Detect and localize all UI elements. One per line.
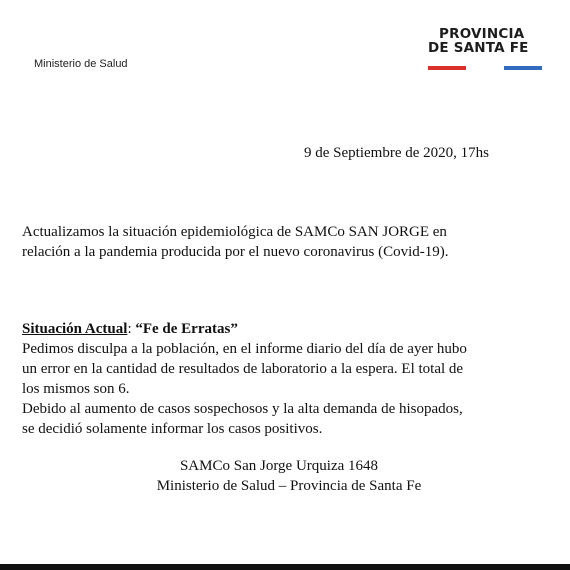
intro-line: Actualizamos la situación epidemiológica de SAMCo SAN JORGE en [22,224,447,240]
logo-stripe-blue [504,66,542,70]
footer-ministry: Ministerio de Salud – Provincia de Santa Fe [156,478,422,494]
ministry-label: Ministerio de Salud [34,58,128,70]
logo-stripes [428,66,542,70]
situation-line: Pedimos disculpa a la población, en el informe diario del día de ayer hubo [22,341,467,357]
situation-heading [22,319,552,339]
document-header [0,0,570,125]
document-date: 9 de Septiembre de 2020, 17hs [304,145,489,161]
logo-stripe-red [428,66,466,70]
logo-line-2: DE SANTA FE [428,40,529,56]
situation-line: se decidió solamente informar los casos positivos. [22,421,323,437]
situation-title: “Fe de Erratas” [135,321,238,337]
bottom-edge [0,564,570,570]
province-logo [428,27,542,55]
situation-line: un error en la cantidad de resultados de laboratorio a la espera. El total de [22,361,464,377]
intro-paragraph [22,222,552,262]
footer-address: SAMCo San Jorge Urquiza 1648 [179,458,379,474]
logo-line-1: PROVINCIA [439,26,525,42]
situation-separator: : [127,321,136,337]
situation-line: los mismos son 6. [22,381,130,397]
intro-line: relación a la pandemia producida por el nuevo coronavirus (Covid-19). [22,244,449,260]
situation-line: Debido al aumento de casos sospechosos y la alta demanda de hisopados, [22,401,463,417]
situation-label: Situación Actual [22,321,128,337]
situation-section [22,319,552,439]
